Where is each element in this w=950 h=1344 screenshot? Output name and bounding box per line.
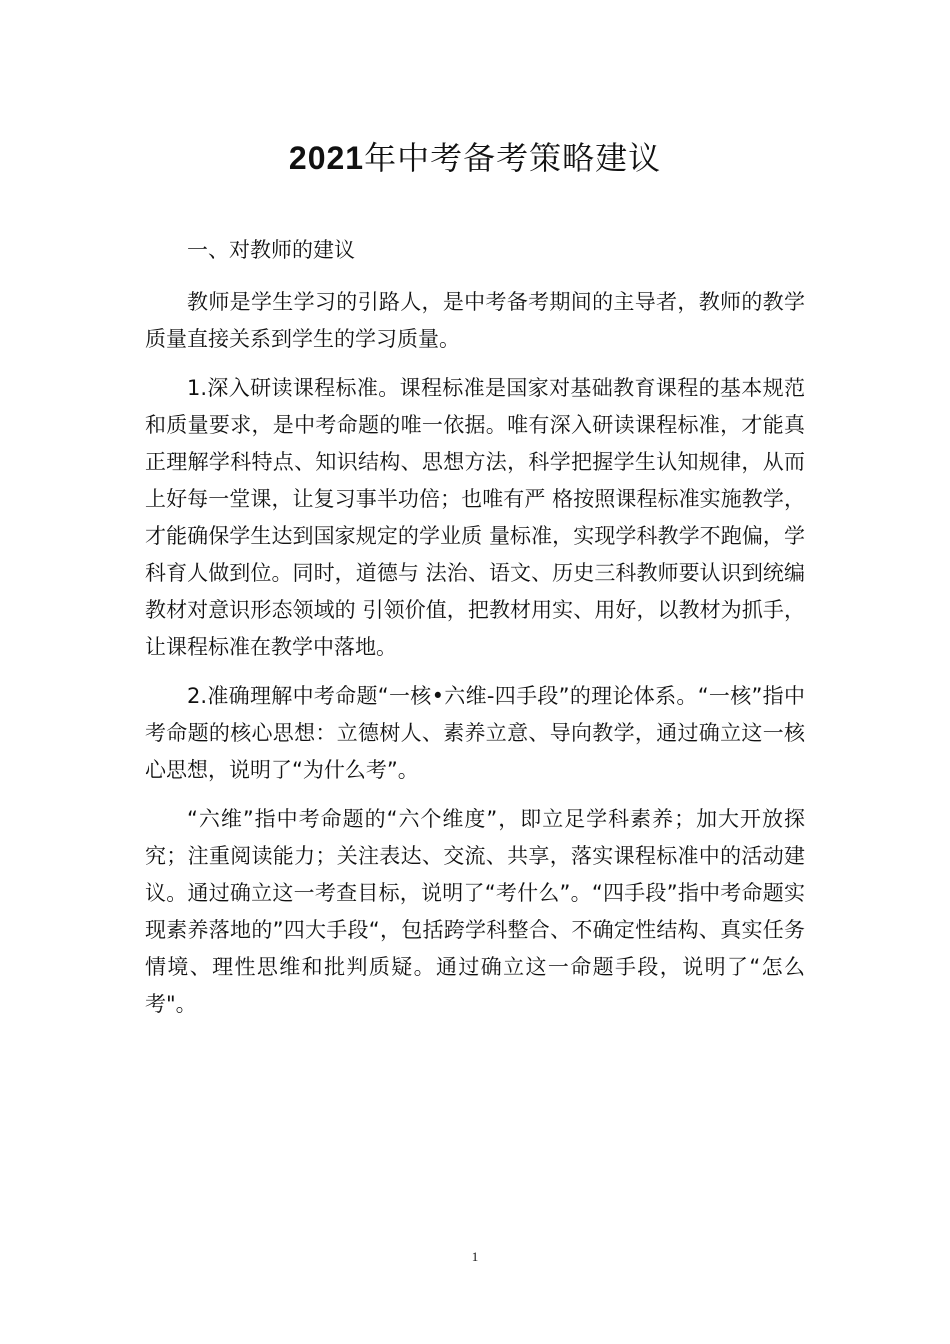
section-heading: 一、对教师的建议 (187, 238, 355, 262)
document-title (0, 134, 950, 182)
title-year: 2021 (288, 140, 365, 176)
title-text: 年中考备考策略建议 (364, 139, 662, 177)
paragraph-3: “六维”指中考命题的“六个维度”，即立足学科素养；加大开放探究；注重阅读能力；关注表达、交流、共享，落实课程标准中的活动建议。通过确立这一考查目标，说明了“考什么”。“四手段”指中考命题实现素养落地的”四大手段“，包括跨学科整合、不确定性结构、真实任务情境、理性思维和批判质疑。通过确立这一命题手段，说明了“怎么考"。 (145, 807, 805, 1016)
paragraph-intro: 教师是学生学习的引路人，是中考备考期间的主导者，教师的教学质量直接关系到学生的学习质量。 (145, 290, 805, 351)
page-number: 1 (471, 1249, 479, 1264)
paragraph-2: 2.准确理解中考命题“一核•六维-四手段”的理论体系。“一核”指中考命题的核心思想：立德树人、素养立意、导向教学，通过确立这一核心思想，说明了“为什么考”。 (145, 684, 805, 782)
paragraph-1: 1.深入研读课程标准。课程标准是国家对基础教育课程的基本规范和质量要求，是中考命题的唯一依据。唯有深入研读课程标准，才能真正理解学科特点、知识结构、思想方法，科学把握学生认知规律，从而上好每一堂课，让复习事半功倍；也唯有严 格按照课程标准实施教学，才能确保学生达到国家规定的学业质 量标准，实现学科教学不跑偏，学科育人做到位。同时，道德与 法治、语文、历史三科教师要认识到统编教材对意识形态领域的 引领价值，把教材用实、用好，以教材为抓手，让课程标准在教学中落地。 (145, 376, 805, 659)
document-body (145, 232, 805, 1035)
